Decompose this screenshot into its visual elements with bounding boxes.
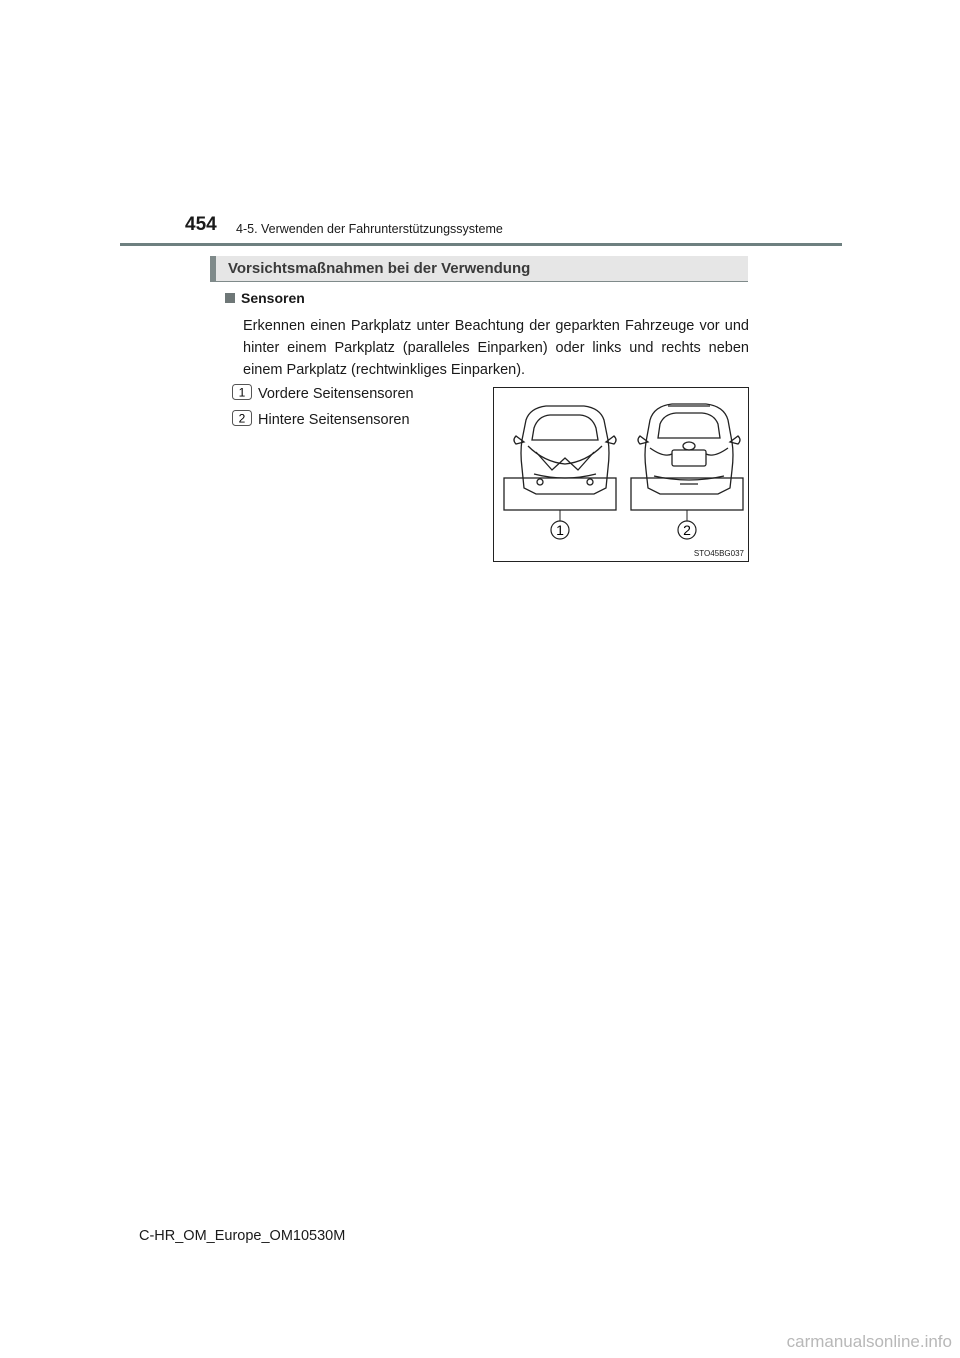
- legend-label: Hintere Seitensensoren: [258, 412, 410, 428]
- page-number: 454: [185, 214, 217, 235]
- body-paragraph: Erkennen einen Parkplatz unter Beachtung der geparkten Fahrzeuge vor und hinter einem Parkplatz (paralleles Einparken) oder links und rechts neben einem Parkplatz (rechtwinkliges Einparken).: [243, 318, 749, 378]
- rear-car-illustration: [638, 404, 740, 494]
- watermark: carmanualsonline.info: [786, 1332, 952, 1351]
- legend-item-1: [232, 384, 414, 402]
- svg-text:2: 2: [238, 411, 246, 426]
- figure-code: STO45BG037: [693, 549, 744, 558]
- front-car-illustration: [514, 406, 616, 494]
- callout-1-label: 1: [556, 522, 564, 538]
- subheading-text: Sensoren: [241, 290, 305, 306]
- legend-item-2: [232, 410, 410, 428]
- callout-2-label: 2: [683, 522, 691, 538]
- car-sensor-illustration: [494, 388, 748, 561]
- document-id: C-HR_OM_Europe_OM10530M: [139, 1228, 346, 1244]
- svg-text:1: 1: [238, 385, 246, 400]
- heading-bar: [210, 256, 748, 282]
- square-bullet-icon: [225, 293, 235, 303]
- callout-number-icon: [232, 384, 252, 400]
- header-rule: [120, 243, 842, 246]
- callout-number-icon: [232, 410, 252, 426]
- subheading: [225, 290, 305, 306]
- section-title: 4-5. Verwenden der Fahrunterstützungssysteme: [236, 222, 503, 236]
- heading-text: Vorsichtsmaßnahmen bei der Verwendung: [228, 260, 531, 277]
- legend-label: Vordere Seitensensoren: [258, 386, 414, 402]
- sensor-figure: [493, 387, 749, 562]
